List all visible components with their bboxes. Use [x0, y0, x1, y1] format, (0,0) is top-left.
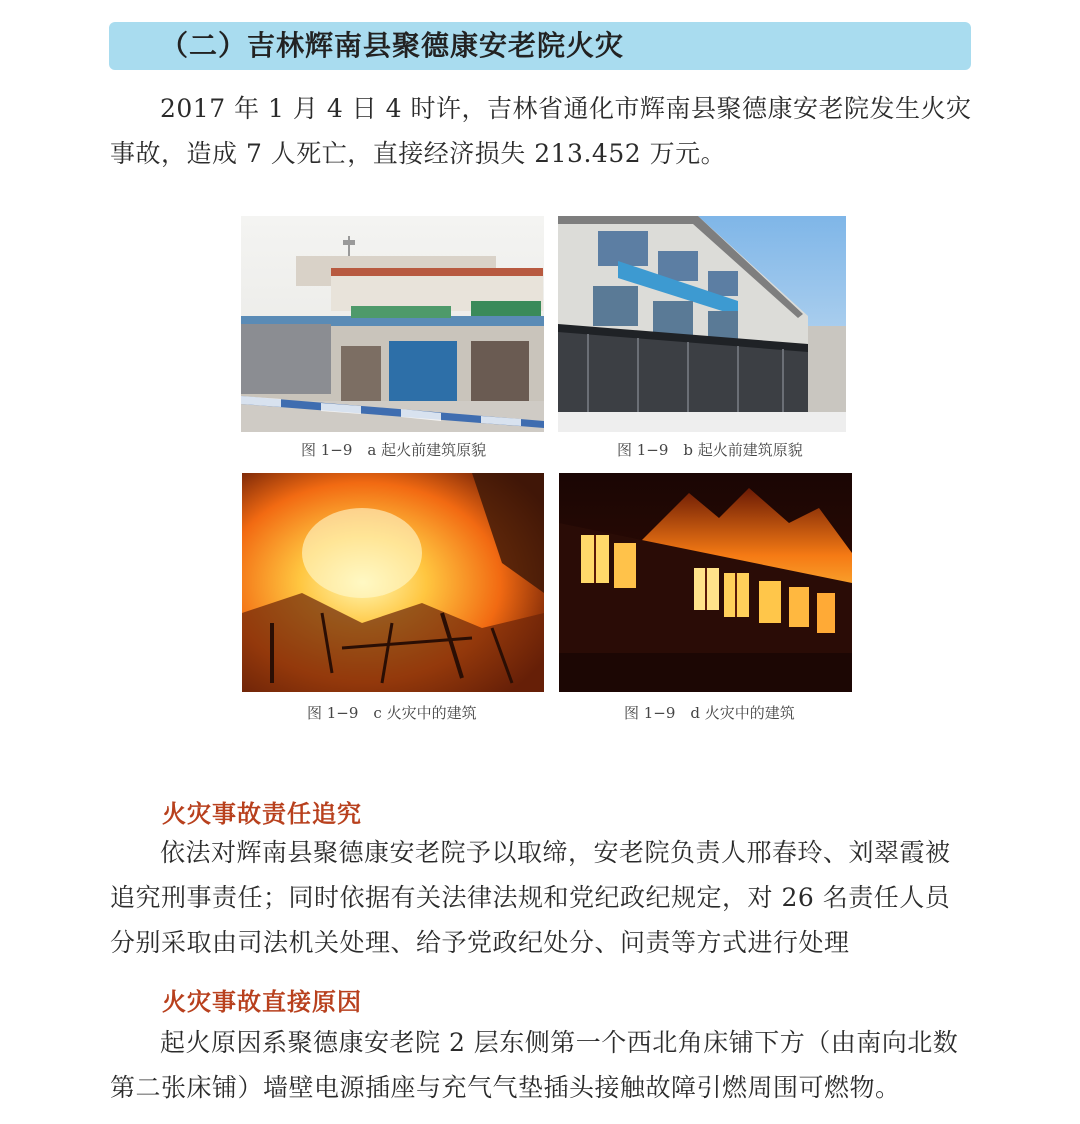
responsibility-heading: 火灾事故责任追究 [162, 800, 362, 828]
photo-before-fire-a [241, 216, 544, 432]
cause-paragraph: 起火原因系聚德康安老院 2 层东侧第一个西北角床铺下方（由南向北数第二张床铺）墙壁电源插座与充气气垫插头接触故障引燃周围可燃物。 [110, 1028, 959, 1102]
responsibility-paragraph: 依法对辉南县聚德康安老院予以取缔，安老院负责人邢春玲、刘翠霞被追究刑事责任；同时依据有关法律法规和党纪政纪规定，对 26 名责任人员分别采取由司法机关处理、给予党政纪处分、问责等方式进行处理 [110, 838, 951, 957]
cause-heading: 火灾事故直接原因 [162, 988, 362, 1016]
figure-caption-a: 图 1−9 a 起火前建筑原貌 [301, 441, 487, 459]
figure-caption-d: 图 1−9 d 火灾中的建筑 [624, 704, 795, 722]
figure-caption-c: 图 1−9 c 火灾中的建筑 [307, 704, 477, 722]
intro-paragraph: 2017 年 1 月 4 日 4 时许，吉林省通化市辉南县聚德康安老院发生火灾事故，造成 7 人死亡，直接经济损失 213.452 万元。 [110, 94, 972, 168]
photo-on-fire-c [242, 473, 544, 692]
section-title: （二）吉林辉南县聚德康安老院火灾 [160, 29, 625, 62]
photo-before-fire-b [558, 216, 846, 432]
figure-caption-b: 图 1−9 b 起火前建筑原貌 [617, 441, 803, 459]
photo-on-fire-d [559, 473, 852, 692]
